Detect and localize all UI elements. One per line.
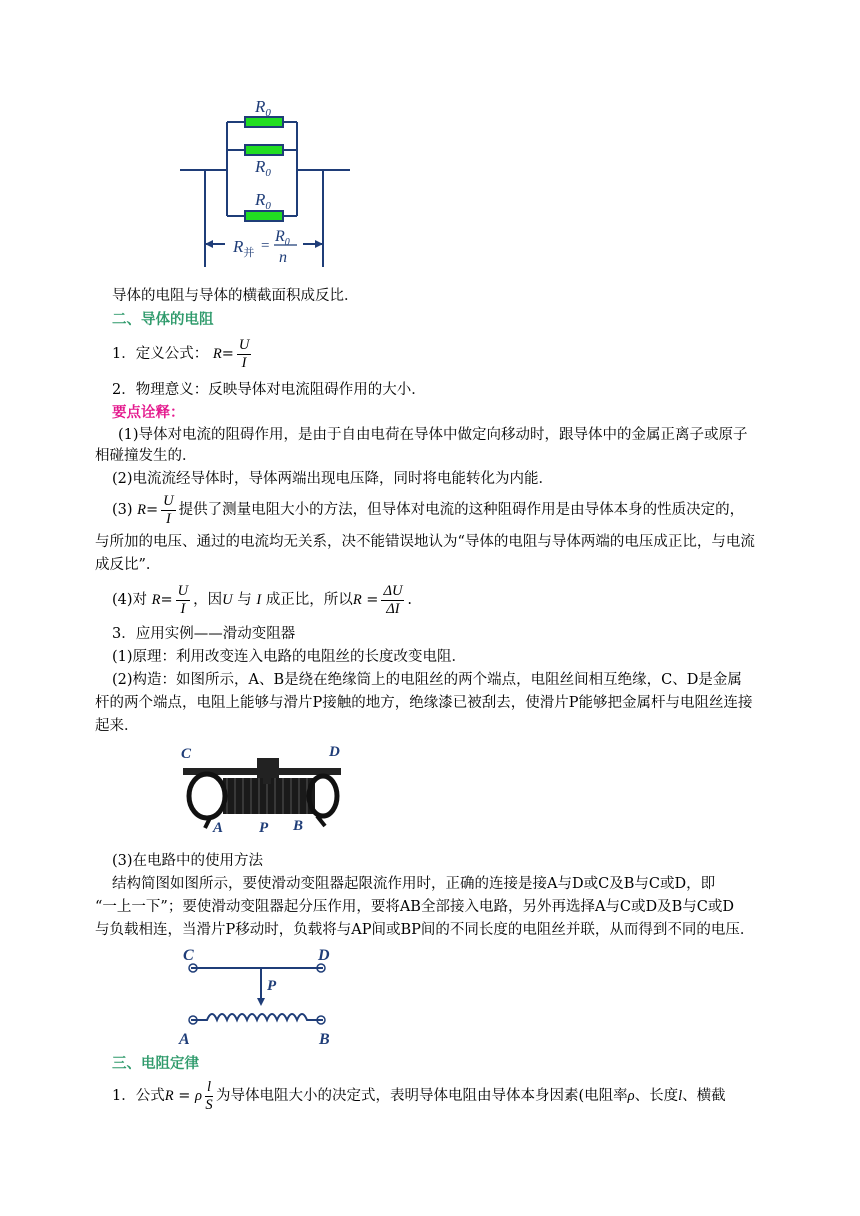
svg-text:R并: $R_并$: [233, 237, 255, 259]
svg-text:P: P: [259, 820, 269, 836]
svg-text:A: A: [213, 820, 224, 836]
text-line: 导体的电阻与导体的横截面积成反比．: [112, 288, 359, 304]
text-line-formula: (4)对 R= $\frac{U}{I}$ ，因U 与 I 成正比，所以R = $\frac{\Delta U}{\Delta I}$ .: [112, 582, 413, 617]
r0-label-3: $R_0$: [255, 190, 271, 212]
section-heading-3: 三、电阻定律: [112, 1055, 199, 1072]
r0-label-2: $R_0$: [255, 157, 271, 179]
text-line: (3)在电路中的使用方法: [112, 853, 264, 869]
text-line: 起来．: [95, 718, 139, 734]
text-line: 3．应用实例——滑动变阻器: [112, 626, 296, 642]
svg-text:B: B: [293, 818, 304, 834]
svg-text:B: B: [319, 1031, 330, 1048]
resistor-r0-1: [245, 117, 283, 127]
svg-text:P: P: [267, 978, 277, 994]
r0-label-1: $R_0$: [255, 97, 271, 119]
svg-text:=: =: [261, 238, 270, 254]
text-line: 结构简图如图所示，要使滑动变阻器起限流作用时，正确的连接是接A与D或C及B与C或D，即: [112, 876, 716, 892]
text-line: “一上一下”；要使滑动变阻器起分压作用，要将AB全部接入电路，另外再选择A与C或D及B与C或D: [95, 899, 735, 915]
parallel-formula: [232, 228, 297, 266]
definition-formula: 1．定义公式： R= $\frac{U}{I}$: [112, 336, 250, 371]
text-line: 与所加的电压、通过的电流均无关系，决不能错误地认为“导体的电阻与导体两端的电压成正比，与电流: [95, 534, 755, 550]
text-line-formula: 1．公式R = ρ $\frac{l}{S}$ 为导体电阻大小的决定式，表明导体电阻由导体本身因素(电阻率ρ、长度l、横截: [112, 1078, 726, 1113]
text-line: (1)原理：利用改变连入电路的电阻丝的长度改变电阻．: [112, 649, 467, 665]
text-line: (2)构造：如图所示，A、B是绕在绝缘筒上的电阻丝的两个端点，电阻丝间相互绝缘，C、D是金属: [112, 672, 742, 688]
text-line: 2．物理意义：反映导体对电流阻碍作用的大小．: [112, 382, 426, 398]
resistor-r0-2: [245, 145, 283, 155]
svg-text:C: C: [183, 947, 194, 964]
parallel-resistors-figure: [175, 92, 355, 272]
text-line: 杆的两个端点，电阻上能够与滑片P接触的地方，绝缘漆已被刮去，使滑片P能够把金属杆与电阻丝连接: [95, 695, 753, 711]
key-points-label: 要点诠释：: [112, 404, 185, 421]
text-line: 相碰撞发生的．: [95, 448, 197, 464]
svg-text:A: A: [179, 1031, 190, 1048]
text-line: 成反比”．: [95, 557, 161, 573]
section-heading-2: 二、导体的电阻: [112, 311, 214, 328]
svg-text:C: C: [181, 746, 192, 762]
resistor-r0-3: [245, 211, 283, 221]
svg-text:R0: $R_0$: [275, 228, 290, 248]
rheostat-figure: [175, 740, 350, 840]
text-line: 与负载相连，当滑片P移动时，负载将与AP间或BP间的不同长度的电阻丝并联，从而得到不同的电压．: [95, 922, 755, 938]
text-line-formula: (3) R= $\frac{U}{I}$ 提供了测量电阻大小的方法，但导体对电流的这种阻碍作用是由导体本身的性质决定的，: [112, 492, 745, 527]
svg-text:D: D: [318, 947, 330, 964]
svg-text:D: D: [329, 744, 340, 760]
text-line: (2)电流流经导体时，导体两端出现电压降，同时将电能转化为内能．: [112, 471, 554, 487]
svg-text:n: n: [279, 249, 287, 266]
text-line: (1)导体对电流的阻碍作用，是由于自由电荷在导体中做定向移动时，跟导体中的金属正离子或原子: [118, 427, 748, 443]
rheostat-schematic: [175, 942, 345, 1050]
